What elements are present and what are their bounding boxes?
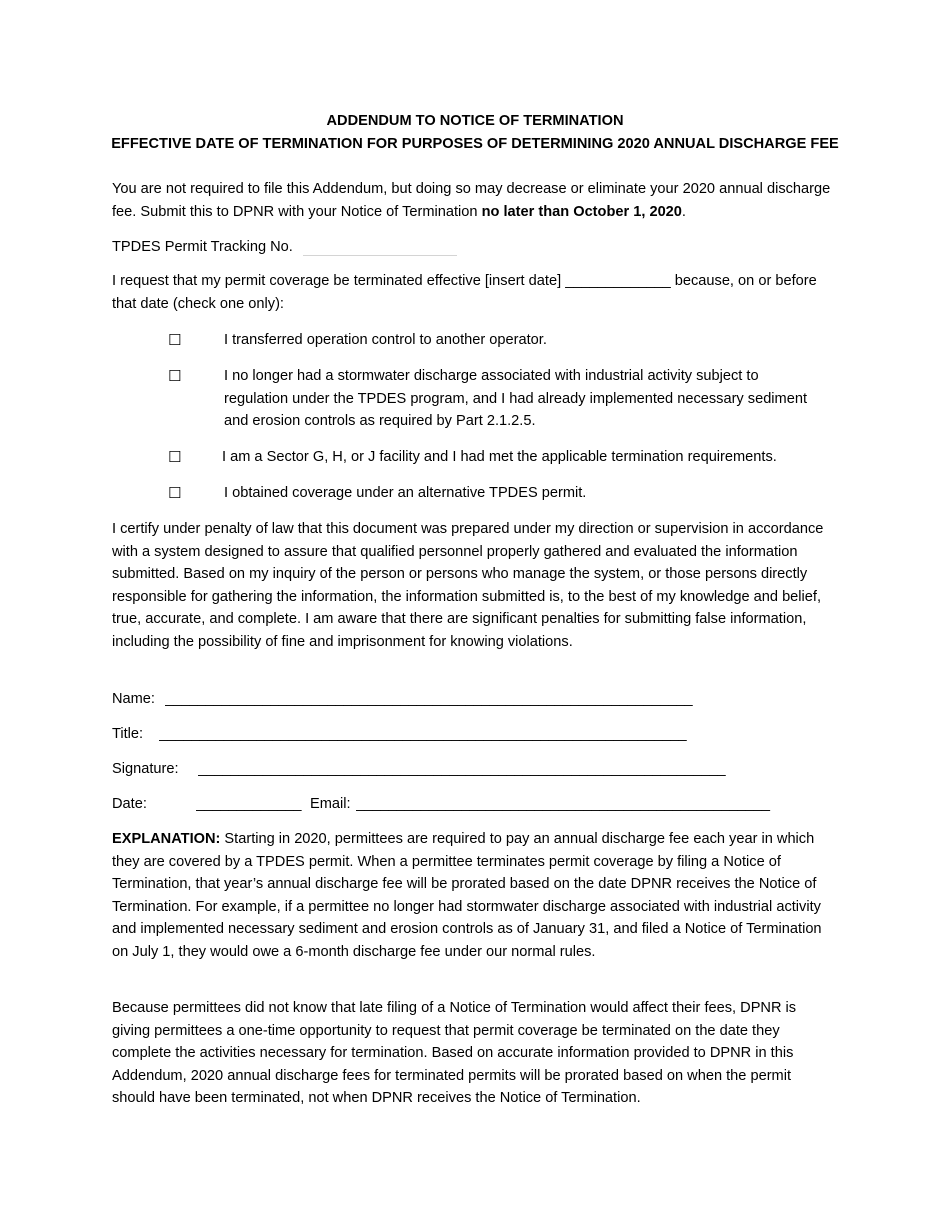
explanation-label: EXPLANATION: <box>112 831 221 847</box>
deadline-text: no later than October 1, 2020 <box>481 203 682 220</box>
option-no-stormwater-label: I no longer had a stormwater discharge associated with industrial activity subject to regulation under the TPDES program, and I had already implemented necessary sediment and erosion controls as required by Part 2.1.2.5. <box>224 368 807 429</box>
signature-label: Signature: <box>112 761 179 777</box>
date-label: Date: <box>112 796 147 812</box>
checkbox-sector-ghj[interactable]: ☐ <box>168 448 182 466</box>
page-subtitle: EFFECTIVE DATE OF TERMINATION FOR PURPOSES OF DETERMINING 2020 ANNUAL DISCHARGE FEE <box>111 136 839 152</box>
request-text: I request that my permit coverage be terminated effective [insert date] <box>112 273 566 289</box>
page-title: ADDENDUM TO NOTICE OF TERMINATION <box>326 113 624 129</box>
option-sector-ghj-label: I am a Sector G, H, or J facility and I had met the applicable termination requirements. <box>222 449 777 465</box>
option-transferred-label: I transferred operation control to another operator. <box>224 332 547 348</box>
closing-paragraph: Because permittees did not know that late filing of a Notice of Termination would affect their fees, DPNR is giving permittees a one-time opportunity to request that permit coverage be terminated on the date they complete the activities necessary for termination. Based on accurate information provided to DPNR in this Addendum, 2020 annual discharge fees for terminated permits will be prorated based on when the permit should have been terminated, not when DPNR receives the Notice of Termination. <box>112 1000 797 1106</box>
explanation-text: Starting in 2020, permittees are required to pay an annual discharge fee each year in which they are covered by a TPDES permit. When a permittee terminates permit coverage by filing a Notice of Termination, that year’s annual discharge fee will be prorated based on the date DPNR receives the Notice of Termination. For example, if a permittee no longer had stormwater discharge associated with industrial activity and implemented necessary sediment and erosion controls as of January 31, and filed a Notice of Termination on July 1, they would owe a 6-month discharge fee under our normal rules. <box>112 831 822 960</box>
intro-text: You are not required to file this Addendum, but doing so may decrease or eliminate your 2020 annual discharge fee. Submit this to DPNR with your Notice of Termination <box>112 181 831 220</box>
checkbox-no-stormwater[interactable]: ☐ <box>168 367 182 385</box>
checkbox-alternative-permit[interactable]: ☐ <box>168 484 182 502</box>
date-field[interactable]: _____________ <box>196 796 302 812</box>
intro-paragraph <box>112 178 842 223</box>
email-field[interactable]: ___________________________________________________ <box>356 796 770 812</box>
request-text-end: because, on or before that date (check one only): <box>112 273 817 312</box>
checkbox-transferred[interactable]: ☐ <box>168 331 182 349</box>
request-paragraph <box>112 270 842 315</box>
email-label: Email: <box>310 796 351 812</box>
explanation-paragraph <box>112 828 834 963</box>
intro-text-end: . <box>681 203 686 220</box>
tracking-number-label: TPDES Permit Tracking No. <box>112 239 293 255</box>
signature-field[interactable]: _________________________________________________________________ <box>198 761 726 777</box>
title-field[interactable]: _________________________________________________________________ <box>159 726 687 742</box>
name-label: Name: <box>112 691 155 707</box>
option-alternative-permit-label: I obtained coverage under an alternative TPDES permit. <box>224 485 587 501</box>
certification-paragraph: I certify under penalty of law that this document was prepared under my direction or supervision in accordance with a system designed to assure that qualified personnel properly gathered and evaluated the information submitted. Based on my inquiry of the person or persons who manage the system, or those persons directly responsible for gathering the information, the information submitted is, to the best of my knowledge and belief, true, accurate, and complete. I am aware that there are significant penalties for submitting false information, including the possibility of fine and imprisonment for knowing violations. <box>112 521 824 650</box>
title-label: Title: <box>112 726 144 742</box>
tracking-number-field[interactable] <box>303 255 457 256</box>
termination-date-field[interactable]: _____________ <box>565 273 671 289</box>
name-field[interactable]: _________________________________________________________________ <box>165 691 693 707</box>
